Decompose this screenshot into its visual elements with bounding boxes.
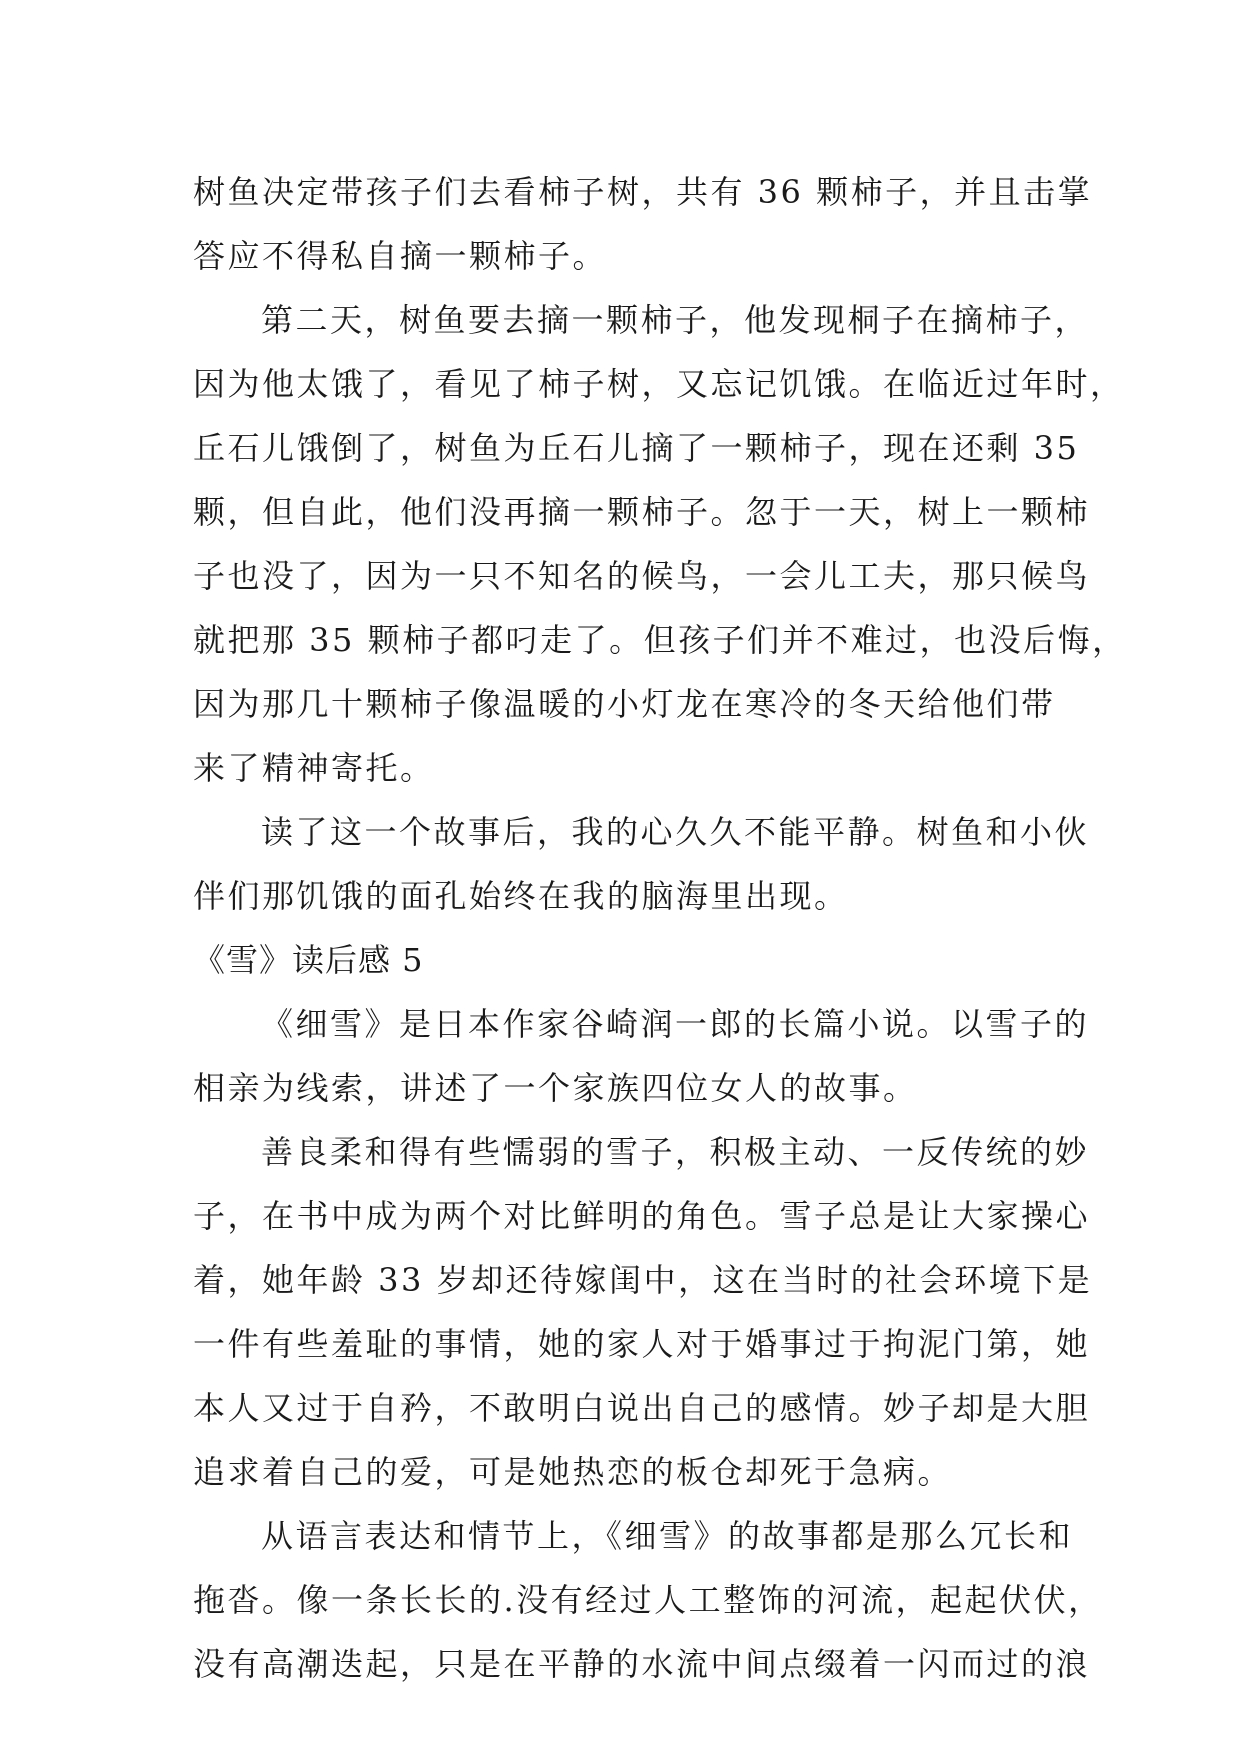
text-line: 没有高潮迭起，只是在平静的水流中间点缀着一闪而过的浪 [193,1645,1091,1683]
paragraph-start-line: 第二天，树鱼要去摘一颗柿子，他发现桐子在摘柿子， [261,301,1090,339]
text-line: 本人又过于自矜，不敢明白说出自己的感情。妙子却是大胆 [193,1389,1091,1427]
text-line: 因为他太饿了，看见了柿子树，又忘记饥饿。在临近过年时， [193,365,1125,403]
body-text [193,160,1127,1696]
text-line: 丘石儿饿倒了，树鱼为丘石儿摘了一颗柿子，现在还剩 35 [193,429,1080,467]
text-line: 一件有些羞耻的事情，她的家人对于婚事过于拘泥门第，她 [193,1325,1091,1363]
text-line: 拖沓。像一条长长的.没有经过人工整饰的河流，起起伏伏， [193,1581,1103,1619]
text-line: 颗，但自此，他们没再摘一颗柿子。忽于一天，树上一颗柿 [193,493,1091,531]
text-line: 来了精神寄托。 [193,749,435,787]
text-line: 子，在书中成为两个对比鲜明的角色。雪子总是让大家操心 [193,1197,1091,1235]
text-line: 追求着自己的爱，可是她热恋的板仓却死于急病。 [193,1453,953,1491]
text-line: 因为那几十颗柿子像温暖的小灯龙在寒冷的冬天给他们带 [193,685,1056,723]
text-line: 答应不得私自摘一颗柿子。 [193,237,608,275]
text-line: 伴们那饥饿的面孔始终在我的脑海里出现。 [193,877,849,915]
text-line: 树鱼决定带孩子们去看柿子树，共有 36 颗柿子，并且击掌 [193,173,1093,211]
text-line: 着，她年龄 33 岁却还待嫁闺中，这在当时的社会环境下是 [193,1261,1093,1299]
paragraph-start-line: 读了这一个故事后，我的心久久不能平静。树鱼和小伙 [261,813,1090,851]
paragraph-start-line: 善良柔和得有些懦弱的雪子，积极主动、一反传统的妙 [261,1133,1090,1171]
text-line: 相亲为线索，讲述了一个家族四位女人的故事。 [193,1069,918,1107]
text-line: 就把那 35 颗柿子都叼走了。但孩子们并不难过，也没后悔， [193,621,1127,659]
section-heading: 《雪》读后感 5 [193,941,424,979]
paragraph-start-line: 《细雪》是日本作家谷崎润一郎的长篇小说。以雪子的 [261,1005,1090,1043]
paragraph-start-line: 从语言表达和情节上，《细雪》的故事都是那么冗长和 [261,1517,1074,1555]
text-line: 子也没了，因为一只不知名的候鸟，一会儿工夫，那只候鸟 [193,557,1091,595]
